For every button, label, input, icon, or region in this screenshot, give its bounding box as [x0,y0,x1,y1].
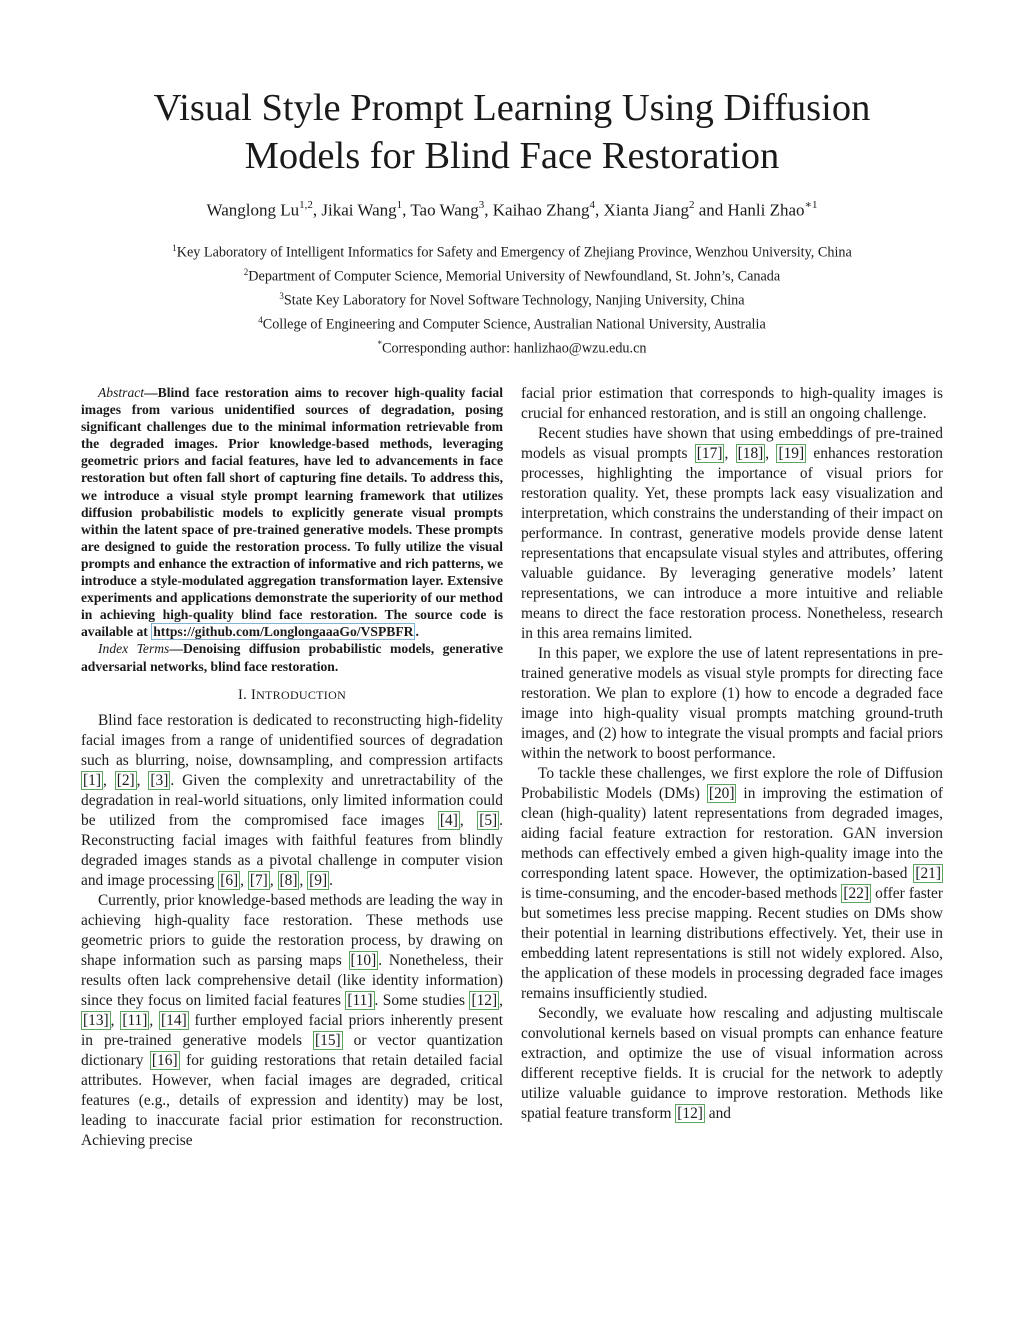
author-name: Jikai Wang [321,200,397,220]
intro-paragraph-6 [521,1004,943,1124]
paper-title [90,84,934,180]
citation-link[interactable]: [13] [83,1011,109,1029]
citation-link[interactable]: [2] [116,771,135,789]
text-run: , [765,445,777,462]
text-run: , [269,871,278,889]
citation-link[interactable]: [11] [347,991,373,1009]
text-run: , [149,1011,160,1029]
citation-link[interactable]: [19] [778,445,805,462]
author-name: Xianta Jiang [603,200,689,220]
citation-link[interactable]: [21] [915,865,941,882]
citation-link[interactable]: [12] [677,1105,703,1122]
text-run: , [102,771,115,789]
text-run: and [704,1105,732,1122]
author-sep: , [484,200,493,220]
author-affil-sup: 3 [478,199,485,211]
index-terms [81,640,503,674]
citation-link[interactable]: [5] [479,811,498,829]
abstract [81,384,503,675]
abstract-end: . [415,624,419,640]
text-run: , [499,991,503,1009]
text-run: . Given the complexity and unretractability of the degradation in real-world situations, only limited information could be utilized from the compromised face images [81,771,503,829]
text-run: To tackle these challenges, we first explore the role of Diffusion Probabilistic Models (DMs) [521,765,943,802]
citation-link[interactable]: [4] [439,811,458,829]
citation-link[interactable]: [10] [350,951,377,969]
section-title-initial: I [250,686,257,703]
author-affil-sup: 4 [589,199,596,211]
title-line-2: Models for Blind Face Restoration [244,135,780,177]
citation-link[interactable]: [22] [843,885,870,902]
text-run: . Some studies [374,991,470,1009]
affiliation-line [90,311,934,335]
author-list [90,199,934,221]
intro-paragraph-continued: facial prior estimation that corresponds to high-quality images is crucial for enhanced restoration, and is still an ongoing challenge. [521,385,943,422]
section-number: I. [237,686,251,703]
affiliation-sup: 4 [258,314,263,325]
index-terms-text: —Denoising diffusion probabilistic models, generative adversarial networks, blind face restoration. [81,641,503,674]
text-run: offer faster but sometimes less precise mapping. Recent studies on DMs show their potential in learning distributions effectively. Yet, their use in embedding latent representations is still not widely explored. Also, the application of these models in processing degraded face images remains insufficiently studied. [521,885,943,1002]
citation-link[interactable]: [18] [737,445,764,462]
intro-paragraph-1 [81,711,503,891]
author-affil-sup: 2 [689,199,695,211]
citation-link[interactable]: [7] [249,871,268,889]
citation-link[interactable]: [6] [220,871,239,889]
arxiv-identifier [12,350,68,945]
citation-link[interactable]: [11] [122,1011,148,1029]
citation-link[interactable]: [15] [315,1031,341,1049]
text-run: in improving the estimation of clean (high-quality) latent representations from degraded images, aiding facial feature extraction for restoration. GAN inversion methods can effectively embed a given high-quality image into the corresponding latent space. However, the optimization-based [521,785,943,882]
affiliation-text: Department of Computer Science, Memorial University of Newfoundland, St. John’s, Canada [248,268,781,285]
right-column [521,384,943,1124]
author-sep: , [312,200,322,220]
affiliation-text: State Key Laboratory for Novel Software Technology, Nanjing University, China [283,292,745,309]
section-heading-introduction [81,685,503,705]
text-run: . Reconstructing facial images with faithful features from blindly degraded images stands as a pivotal challenge in computer vision and image processing [81,811,504,889]
affiliation-text: Key Laboratory of Intelligent Informatics for Safety and Emergency of Zhejiang Province, Wenzhou University, China [176,244,852,261]
citation-link[interactable]: [8] [279,871,298,889]
citation-link[interactable]: [14] [161,1011,187,1029]
author-affil-sup: 1,2 [299,199,313,211]
text-run: . Nonetheless, their results often lack comprehensive detail (like identity information) since they focus on limited facial features [81,951,503,1009]
intro-paragraph-2 [81,891,503,1151]
intro-paragraph-4: In this paper, we explore the use of latent representations in pre-trained generative models as visual style prompts for directing face restoration. We plan to explore (1) how to encode a degraded face image into high-quality visual prompts matching ground-truth images, and (2) how to integrate the visual prompts and facial priors within the network to boost performance. [521,645,943,762]
author-sep: , [402,200,411,220]
citation-link[interactable]: [9] [309,871,328,889]
intro-paragraph-5 [521,764,943,1004]
abstract-label: Abstract [98,385,145,400]
section-title-rest: NTRODUCTION [256,687,347,702]
source-code-link[interactable]: https://github.com/LonglongaaaGo/VSPBFR [153,624,414,640]
text-run: , [724,445,736,462]
left-column [81,384,503,1151]
text-run: Blind face restoration is dedicated to reconstructing high-fidelity facial images from a range of unidentified sources of degradation such as blurring, noise, downsampling, and compression artifacts [81,711,503,769]
affiliation-sup: 2 [243,266,249,277]
citation-link[interactable]: [20] [708,785,735,802]
affiliation-line [90,263,934,287]
author-name: Tao Wang [410,200,479,220]
text-run: further employed facial priors inherently present in pre-trained generative models [81,1011,503,1049]
citation-link[interactable]: [12] [471,991,498,1009]
abstract-text: —Blind face restoration aims to recover high-quality facial images from various unidentified sources of degradation, posing significant challenges due to the minimal information retrievable from the degraded images. Prior knowledge-based methods, leveraging geometric priors and facial features, have led to advancements in face restoration but often fall short of capturing fine details. To address this, we introduce a visual style prompt learning framework that utilizes diffusion probabilistic models to explicitly generate visual prompts within the latent space of pre-trained generative models. These prompts are designed to guide the restoration process. To fully utilize the visual prompts and enhance the extraction of informative and rich patterns, we introduce a style-modulated aggregation transformation layer. Extensive experiments and applications demonstrate the superiority of our method in achieving high-quality blind face restoration. The source code is available at [81,385,503,640]
text-run: is time-consuming, and the encoder-based methods [521,885,842,902]
citation-link[interactable]: [3] [150,771,169,789]
index-terms-label: Index Terms [98,641,170,657]
intro-paragraph-3 [521,424,943,644]
affiliation-text: Corresponding author: hanlizhao@wzu.edu.cn [382,340,647,357]
title-line-1: Visual Style Prompt Learning Using Diffusion [153,87,871,129]
affiliation-sup: 3 [279,290,284,301]
text-run: , [459,811,478,829]
author-sep: , [595,200,604,220]
text-run: for guiding restorations that retain detailed facial attributes. However, when facial images are degraded, critical features (e.g., details of expression and identity) may be lost, leading to inaccurate facial prior estimation for reconstruction. Achieving precise [81,1051,503,1149]
corresponding-author [90,335,934,359]
affiliation-line [90,239,934,263]
affiliation-line [90,287,934,311]
affiliation-text: College of Engineering and Computer Science, Australian National University, Australia [262,316,766,333]
author-name: Kaihao Zhang [492,200,590,220]
author-name: Wanglong Lu [206,200,300,220]
abstract-paragraph [81,384,503,640]
affiliations [90,239,934,359]
citation-link[interactable]: [16] [151,1051,178,1069]
author-sep: and [694,200,728,220]
author-name: Hanli Zhao [727,200,805,220]
author-affil-sup: 1 [396,199,403,211]
affiliation-sup: 1 [172,243,177,253]
text-run: . [329,871,333,889]
text-run: Recent studies have shown that using embeddings of pre-trained models as visual prompts [521,425,943,462]
author-affil-sup: ∗1 [804,199,818,211]
text-run: enhances restoration processes, highlighting the importance of visual priors for restoration quality. Yet, these prompts lack easy visualization and interpretation, which constrains the understanding of their impact on performance. In contrast, generative models provide dense latent representations that encapsulate visual styles and attributes, offering valuable guidance. By leveraging generative models’ latent representations, we can introduce a more intuitive and reliable means to direct the face restoration process. Nonetheless, research in this area remains limited. [521,445,943,642]
text-run: Currently, prior knowledge-based methods are leading the way in achieving high-quality face restoration. These methods use geometric priors to guide the restoration process, by drawing on shape information such as parsing maps [81,891,503,969]
affiliation-sup: * [377,338,383,349]
text-run: , [240,871,248,889]
text-run: , [299,871,308,889]
citation-link[interactable]: [17] [696,445,723,462]
text-run: Secondly, we evaluate how rescaling and adjusting multiscale convolutional kernels based on visual prompts can enhance feature extraction, and optimize the use of visual information across different receptive fields. It is crucial for the network to adeptly utilize valuable guidance to improve restoration. Methods like spatial feature transform [521,1005,943,1122]
text-run: , [110,1011,121,1029]
text-run: , [136,771,149,789]
text-run: or vector quantization dictionary [81,1031,503,1069]
citation-link[interactable]: [1] [83,771,101,789]
